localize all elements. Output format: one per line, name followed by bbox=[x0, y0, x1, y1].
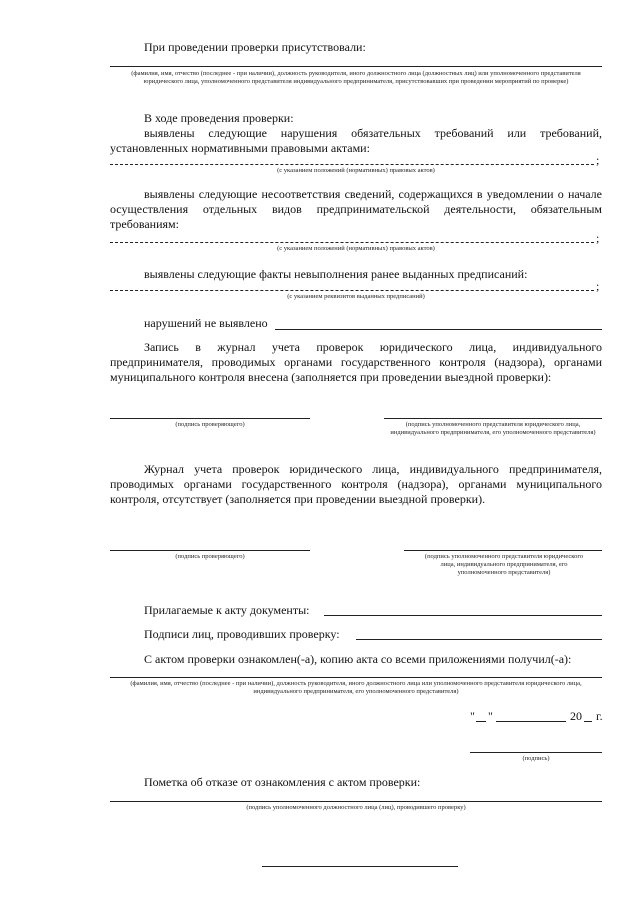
date-year-prefix: 20 bbox=[570, 709, 582, 723]
present-heading: При проведении проверки присутствовали: bbox=[144, 40, 366, 54]
journal-absent-sign-right-line[interactable] bbox=[404, 550, 602, 551]
refusal-label: Пометка об отказе от ознакомления с актом проверки: bbox=[144, 775, 421, 789]
nonfulfillment-semicolon: ; bbox=[596, 279, 600, 293]
mismatches-semicolon: ; bbox=[596, 231, 600, 245]
journal-absent-sign-right-caption: (подпись уполномоченного представителя юридического лица, индивидуального предпринимателя, его уполномоченного представителя) bbox=[424, 553, 584, 576]
mismatches-text: выявлены следующие несоответствия сведений, содержащихся в уведомлении о начале осуществления отдельных видов предпринимательской деятельности, обязательным требованиям: bbox=[110, 187, 602, 231]
no-violations-label: нарушений не выявлено bbox=[144, 316, 268, 330]
nonfulfillment-text: выявлены следующие факты невыполнения ранее выданных предписаний: bbox=[144, 267, 528, 281]
journal-entry-sign-right-line[interactable] bbox=[384, 418, 602, 419]
acquainted-signature-line[interactable] bbox=[470, 752, 602, 753]
date-close-quote: " bbox=[488, 709, 493, 723]
inspectors-signatures-line[interactable] bbox=[356, 639, 602, 640]
violations-text: выявлены следующие нарушения обязательных требований или требований, установленных нормативными правовыми актами: bbox=[110, 126, 602, 155]
journal-entry-sign-left-caption: (подпись проверяющего) bbox=[175, 421, 245, 428]
attachments-input-line[interactable] bbox=[324, 615, 602, 616]
mismatches-caption: (с указанием положений (нормативных) правовых актов) bbox=[277, 245, 435, 252]
acquainted-caption: (фамилия, имя, отчество (последнее - при наличии), должность руководителя, иного должностного лица или уполномоченного представителя юридического лица, индивидуального предпринимателя, его уполномоченного представителя) bbox=[130, 680, 582, 695]
nonfulfillment-input-line[interactable] bbox=[110, 290, 594, 291]
journal-absent-sign-left-line[interactable] bbox=[110, 550, 310, 551]
bottom-divider bbox=[262, 866, 458, 867]
refusal-caption: (подпись уполномоченного должностного лица (лиц), проводившего проверку) bbox=[246, 804, 466, 811]
journal-entry-sign-left-line[interactable] bbox=[110, 418, 310, 419]
journal-entry-sign-right-caption: (подпись уполномоченного представителя юридического лица, индивидуального предпринимателя, его уполномоченного представителя) bbox=[390, 421, 596, 436]
date-year-line[interactable] bbox=[584, 721, 592, 722]
nonfulfillment-caption: (с указанием реквизитов выданных предписаний) bbox=[287, 293, 425, 300]
acquainted-input-line[interactable] bbox=[110, 677, 602, 678]
acquainted-signature-caption: (подпись) bbox=[522, 755, 550, 762]
violations-caption: (с указанием положений (нормативных) правовых актов) bbox=[277, 167, 435, 174]
violations-input-line[interactable] bbox=[110, 164, 594, 165]
mismatches-input-line[interactable] bbox=[110, 242, 594, 243]
present-input-line[interactable] bbox=[110, 66, 602, 67]
inspection-heading: В ходе проведения проверки: bbox=[144, 111, 294, 125]
acquainted-label: С актом проверки ознакомлен(-а), копию акта со всеми приложениями получил(-а): bbox=[144, 652, 572, 666]
present-caption: (фамилия, имя, отчество (последнее - при наличии), должность руководителя, иного должностного лица (должностных лиц) или уполномоченного представителя юридического лица, уполномоченного представителя индивидуального предпринимателя, присутствовавших при проведении мероприятий по проверке) bbox=[131, 70, 581, 85]
journal-entry-text: Запись в журнал учета проверок юридического лица, индивидуального предпринимателя, проводимых органами государственного контроля (надзора), органами муниципального контроля внесена (заполняется при проведении выездной проверки): bbox=[110, 340, 602, 384]
date-open-quote: " bbox=[470, 709, 475, 723]
violations-semicolon: ; bbox=[596, 153, 600, 167]
date-year-suffix: г. bbox=[596, 709, 603, 723]
refusal-input-line[interactable] bbox=[110, 801, 602, 802]
attachments-label: Прилагаемые к акту документы: bbox=[144, 603, 310, 617]
inspectors-signatures-label: Подписи лиц, проводивших проверку: bbox=[144, 627, 340, 641]
journal-absent-sign-left-caption: (подпись проверяющего) bbox=[175, 553, 245, 560]
journal-absent-text: Журнал учета проверок юридического лица, индивидуального предпринимателя, проводимых органами государственного контроля (надзора), органами муниципального контроля, отсутствует (заполняется при проведении выездной проверки). bbox=[110, 462, 602, 506]
date-month-line[interactable] bbox=[496, 721, 566, 722]
date-day-line[interactable] bbox=[476, 721, 486, 722]
no-violations-input-line[interactable] bbox=[275, 329, 602, 330]
